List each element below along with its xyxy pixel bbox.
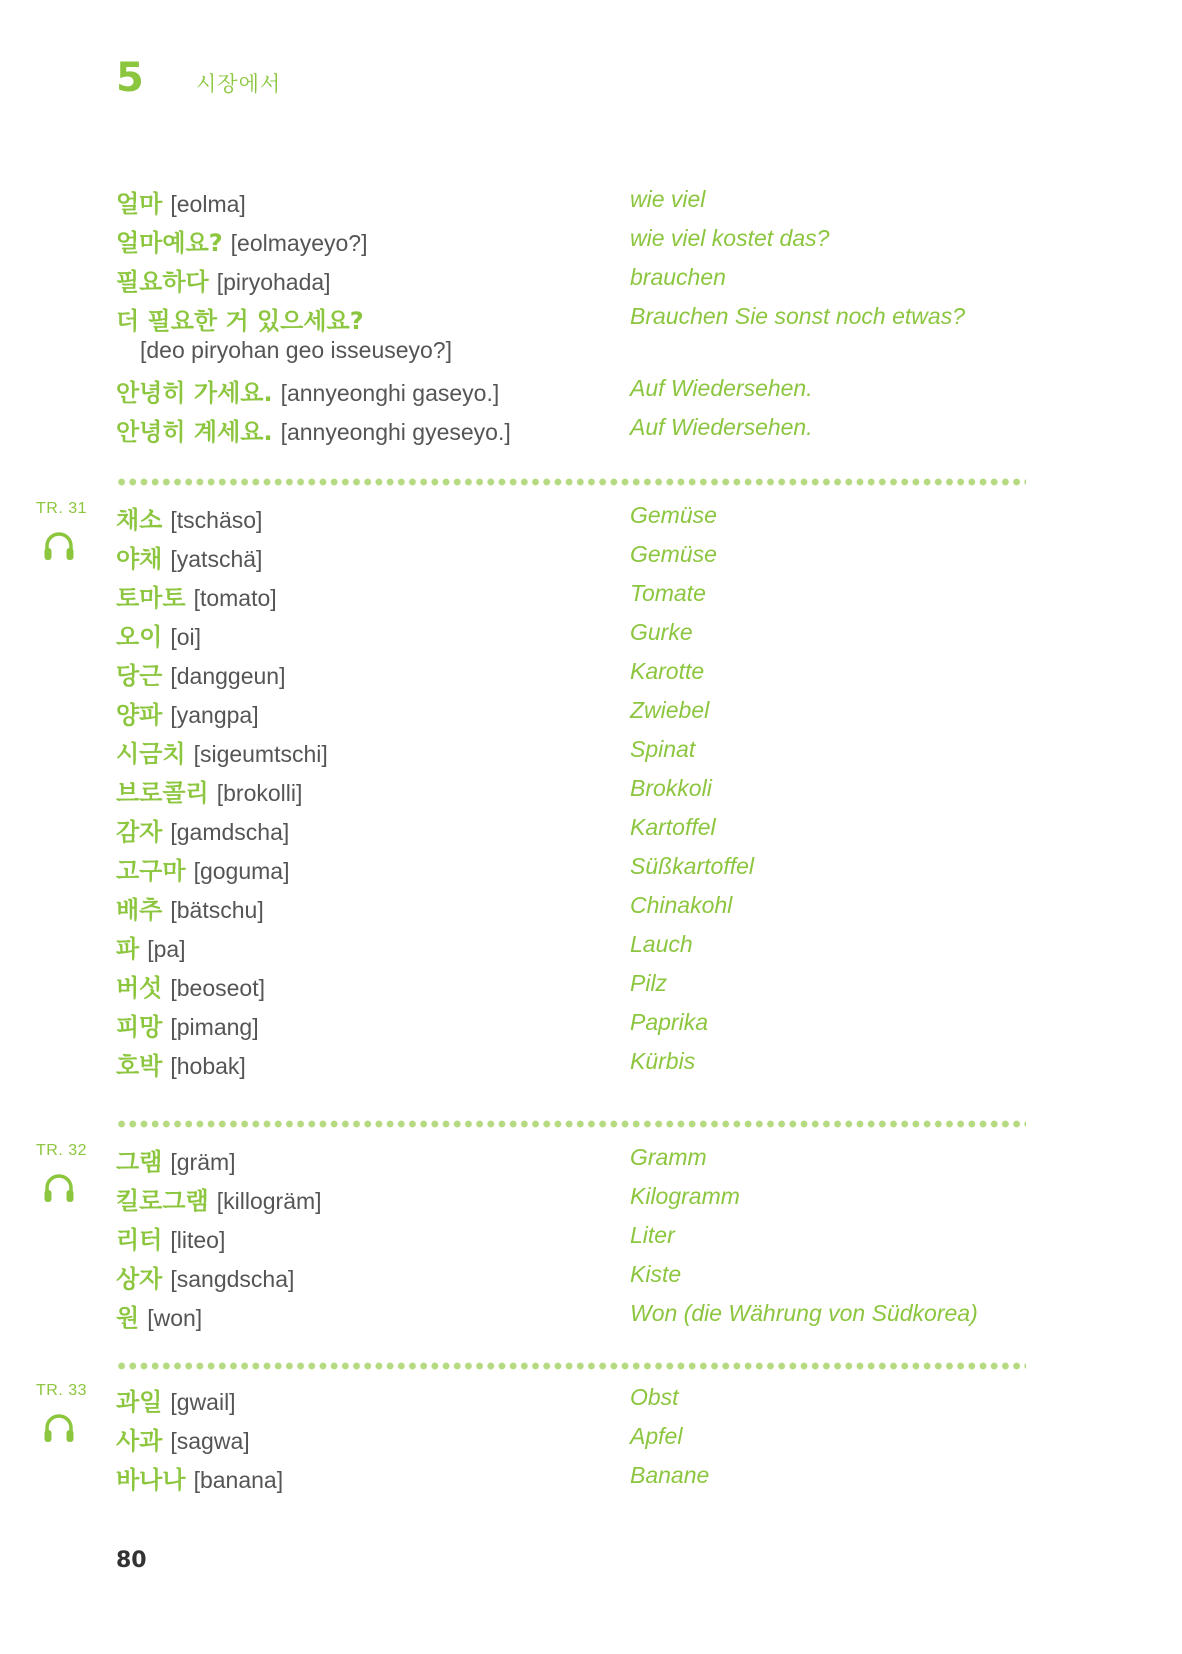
german-translation: Zwiebel — [630, 697, 710, 723]
german-translation: Brauchen Sie sonst noch etwas? — [630, 303, 965, 329]
korean-word: 얼마 [eolma] — [116, 190, 246, 218]
romanization: [yangpa] — [170, 702, 259, 728]
romanization: [bätschu] — [170, 897, 264, 923]
korean-word: 얼마예요? [eolmayeyo?] — [116, 229, 368, 257]
korean-word: 원 [won] — [116, 1304, 203, 1332]
german-translation: wie viel kostet das? — [630, 225, 830, 251]
romanization: [goguma] — [193, 858, 290, 884]
vocab-row — [0, 730, 1182, 770]
romanization: [annyeonghi gyeseyo.] — [280, 419, 511, 445]
romanization: [deo piryohan geo isseuseyo?] — [140, 337, 452, 363]
romanization: [won] — [147, 1305, 203, 1331]
romanization: [sagwa] — [170, 1428, 250, 1454]
korean-word: 버섯 [beoseot] — [116, 974, 266, 1002]
german-translation: Gemüse — [630, 541, 717, 567]
dotted-divider — [116, 478, 1026, 486]
romanization: [sigeumtschi] — [193, 741, 328, 767]
german-translation: Kiste — [630, 1261, 682, 1287]
romanization: [sangdscha] — [170, 1266, 295, 1292]
korean-word: 고구마 [goguma] — [116, 857, 290, 885]
romanization: [pimang] — [170, 1014, 259, 1040]
german-translation: Kürbis — [630, 1048, 696, 1074]
korean-word: 안녕히 가세요. [annyeonghi gaseyo.] — [116, 379, 500, 407]
romanization: [pa] — [147, 936, 186, 962]
korean-word: 바나나 [banana] — [116, 1466, 284, 1494]
track-label: TR. 31 — [36, 500, 88, 517]
korean-word: 배추 [bätschu] — [116, 896, 264, 924]
korean-word: 그램 [gräm] — [116, 1148, 236, 1176]
korean-word: 파 [pa] — [116, 935, 186, 963]
vocab-row — [0, 180, 1182, 220]
romanization: [hobak] — [170, 1053, 246, 1079]
german-translation: wie viel — [630, 186, 706, 212]
vocab-row — [0, 258, 1182, 298]
vocab-row — [0, 1417, 1182, 1457]
german-translation: Banane — [630, 1462, 710, 1488]
korean-word: 호박 [hobak] — [116, 1052, 246, 1080]
chapter-number: 5 — [116, 55, 144, 101]
german-translation: Gemüse — [630, 502, 717, 528]
german-translation: Auf Wiedersehen. — [630, 414, 813, 440]
vocab-row — [0, 574, 1182, 614]
korean-word: 안녕히 계세요. [annyeonghi gyeseyo.] — [116, 418, 511, 446]
german-translation: Auf Wiedersehen. — [630, 375, 813, 401]
romanization: [oi] — [170, 624, 202, 650]
vocab-row — [0, 535, 1182, 575]
vocab-row — [0, 408, 1182, 448]
vocab-row — [0, 1456, 1182, 1496]
dotted-divider — [116, 1120, 1026, 1128]
korean-word: 킬로그램 [killogräm] — [116, 1187, 322, 1215]
vocab-row — [0, 613, 1182, 653]
romanization: [tomato] — [193, 585, 277, 611]
korean-word: 야채 [yatschä] — [116, 545, 263, 573]
vocab-row — [0, 1378, 1182, 1418]
romanization: [piryohada] — [216, 269, 331, 295]
german-translation: Süßkartoffel — [630, 853, 754, 879]
romanization: [annyeonghi gaseyo.] — [280, 380, 500, 406]
dotted-divider — [116, 1362, 1026, 1370]
romanization: [danggeun] — [170, 663, 286, 689]
romanization: [gwail] — [170, 1389, 236, 1415]
german-translation: Gramm — [630, 1144, 707, 1170]
german-translation: Gurke — [630, 619, 693, 645]
korean-word: 필요하다 [piryohada] — [116, 268, 331, 296]
vocab-row — [0, 369, 1182, 409]
vocab-row — [0, 691, 1182, 731]
vocab-row — [0, 769, 1182, 809]
romanization: [beoseot] — [170, 975, 266, 1001]
romanization: [banana] — [193, 1467, 284, 1493]
german-translation: Kartoffel — [630, 814, 716, 840]
korean-word: 당근 [danggeun] — [116, 662, 286, 690]
german-translation: Karotte — [630, 658, 705, 684]
vocab-row — [0, 1042, 1182, 1082]
german-translation: Liter — [630, 1222, 675, 1248]
german-translation: Chinakohl — [630, 892, 733, 918]
german-translation: Brokkoli — [630, 775, 712, 801]
vocab-row — [0, 1138, 1182, 1178]
korean-word: 양파 [yangpa] — [116, 701, 259, 729]
vocab-row — [0, 925, 1182, 965]
romanization: [eolma] — [170, 191, 246, 217]
vocab-row — [0, 1177, 1182, 1217]
korean-word: 브로콜리 [brokolli] — [116, 779, 303, 807]
vocab-row — [0, 847, 1182, 887]
german-translation: Won (die Währung von Südkorea) — [630, 1300, 978, 1326]
korean-word: 채소 [tschäso] — [116, 506, 263, 534]
korean-word: 오이 [oi] — [116, 623, 202, 651]
korean-word: 토마토 [tomato] — [116, 584, 277, 612]
romanization: [liteo] — [170, 1227, 226, 1253]
vocab-row — [0, 652, 1182, 692]
german-translation: Lauch — [630, 931, 693, 957]
vocab-row — [0, 1003, 1182, 1043]
track-label: TR. 33 — [36, 1382, 88, 1399]
vocab-row — [0, 1255, 1182, 1295]
romanization: [yatschä] — [170, 546, 263, 572]
korean-word: 피망 [pimang] — [116, 1013, 259, 1041]
vocab-row — [0, 964, 1182, 1004]
romanization: [gamdscha] — [170, 819, 290, 845]
track-label: TR. 32 — [36, 1142, 88, 1159]
romanization: [killogräm] — [216, 1188, 322, 1214]
vocab-row — [0, 1216, 1182, 1256]
romanization: [gräm] — [170, 1149, 236, 1175]
korean-word: 과일 [gwail] — [116, 1388, 236, 1416]
german-translation: Spinat — [630, 736, 696, 762]
romanization: [tschäso] — [170, 507, 263, 533]
german-translation: Apfel — [630, 1423, 683, 1449]
korean-word: 더 필요한 거 있으세요? — [116, 307, 364, 335]
korean-word: 리터 [liteo] — [116, 1226, 226, 1254]
korean-word: 상자 [sangdscha] — [116, 1265, 295, 1293]
romanization: [brokolli] — [216, 780, 303, 806]
korean-word: 사과 [sagwa] — [116, 1427, 250, 1455]
german-translation: Kilogramm — [630, 1183, 740, 1209]
korean-word: 감자 [gamdscha] — [116, 818, 290, 846]
romanization: [eolmayeyo?] — [230, 230, 368, 256]
korean-word: 시금치 [sigeumtschi] — [116, 740, 328, 768]
vocab-row — [0, 329, 1182, 369]
vocab-row — [0, 496, 1182, 536]
german-translation: Obst — [630, 1384, 679, 1410]
german-translation: brauchen — [630, 264, 726, 290]
vocab-row — [0, 886, 1182, 926]
page-number: 80 — [116, 1548, 147, 1573]
german-translation: Tomate — [630, 580, 706, 606]
vocab-row — [0, 1294, 1182, 1334]
chapter-title: 시장에서 — [196, 72, 282, 96]
vocab-row — [0, 219, 1182, 259]
german-translation: Paprika — [630, 1009, 708, 1035]
german-translation: Pilz — [630, 970, 668, 996]
vocab-row — [0, 808, 1182, 848]
